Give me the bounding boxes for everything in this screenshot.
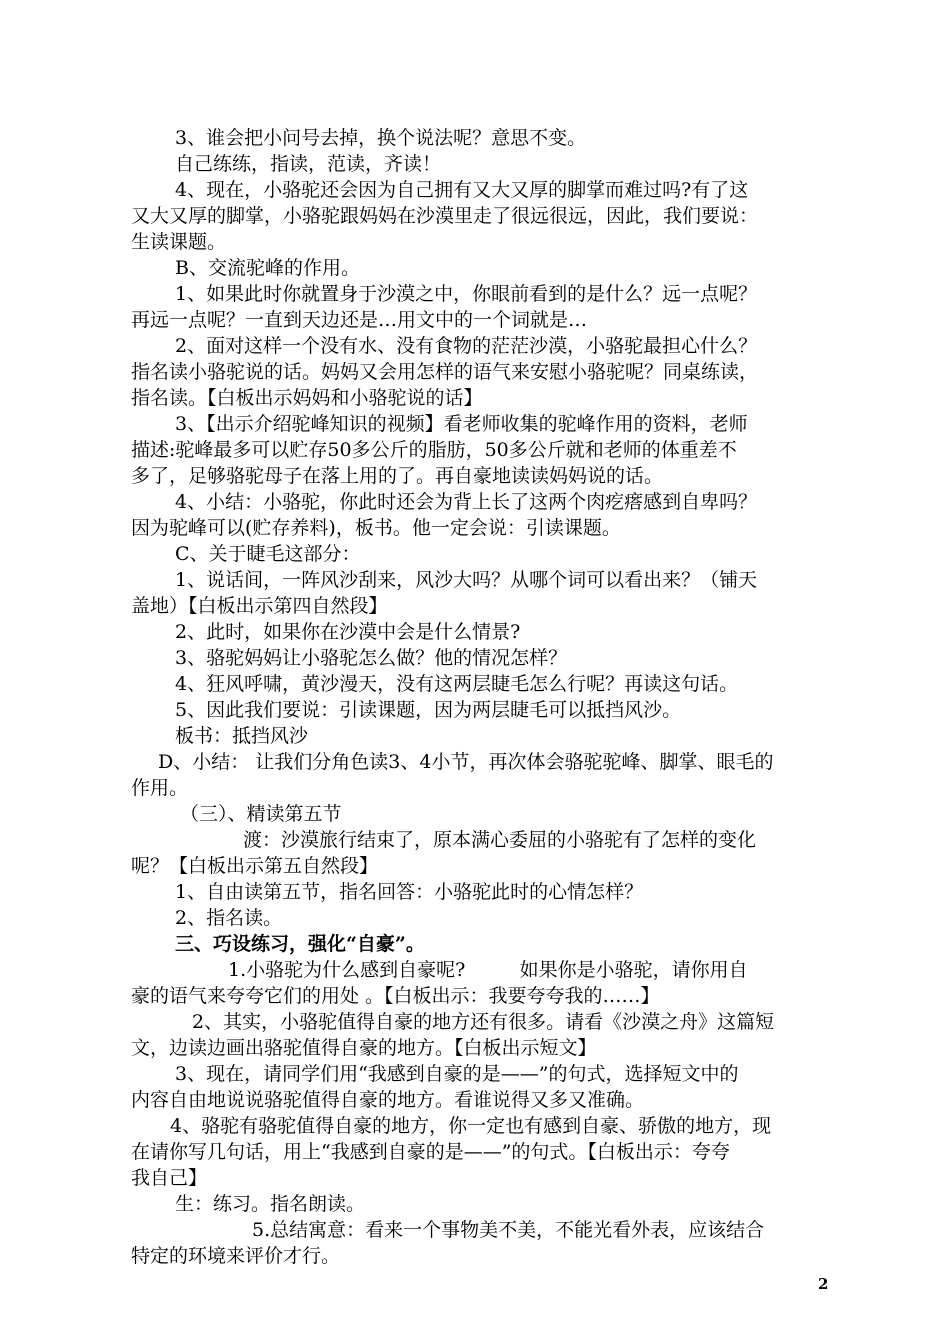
text-line: 特定的环境来评价才行。 (131, 1245, 341, 1267)
text-line: 1.小骆驼为什么感到自豪呢? 如果你是小骆驼，请你用自 (228, 959, 748, 981)
text-line: 豪的语气来夸夸它们的用处 。【白板出示：我要夸夸我的……】 (131, 985, 660, 1007)
text-line: 描述:驼峰最多可以贮存50多公斤的脂肪，50多公斤就和老师的体重差不 (131, 439, 737, 461)
text-line: 4、现在，小骆驼还会因为自己拥有又大又厚的脚掌而难过吗?有了这 (175, 179, 749, 201)
text-line: 1、如果此时你就置身于沙漠之中，你眼前看到的是什么？远一点呢？ (175, 283, 758, 305)
text-line: 作用。 (131, 777, 189, 799)
text-line: B、交流驼峰的作用。 (175, 257, 360, 279)
text-line: 3、【出示介绍驼峰知识的视频】看老师收集的驼峰作用的资料，老师 (175, 413, 748, 435)
text-line: 我自己】 (131, 1167, 208, 1189)
text-line: 内容自由地说说骆驼值得自豪的地方。看谁说得又多又准确。 (131, 1089, 645, 1111)
text-line: 呢？【白板出示第五自然段】 (131, 855, 379, 877)
text-line: 1、自由读第五节，指名回答：小骆驼此时的心情怎样？ (175, 881, 644, 903)
page-number: 2 (818, 1275, 829, 1293)
text-line: C、关于睫毛这部分： (175, 543, 361, 565)
text-line: 多了，足够骆驼母子在落上用的了。再自豪地读读妈妈说的话。 (131, 465, 664, 487)
text-line: 文，边读边画出骆驼值得自豪的地方。【白板出示短文】 (131, 1037, 597, 1059)
text-line: 又大又厚的脚掌，小骆驼跟妈妈在沙漠里走了很远很远，因此，我们要说： (131, 205, 759, 227)
text-line: 4、狂风呼啸，黄沙漫天，没有这两层睫毛怎么行呢？再读这句话。 (175, 673, 739, 695)
text-line: 4、骆驼有骆驼值得自豪的地方，你一定也有感到自豪、骄傲的地方，现 (170, 1115, 772, 1137)
section-heading: （三）、精读第五节 (180, 803, 342, 825)
text-line: D、小结： 让我们分角色读3、4小节，再次体会骆驼驼峰、脚掌、眼毛的 (158, 751, 774, 773)
text-line: 再远一点呢？一直到天边还是…用文中的一个词就是… (131, 309, 588, 331)
text-line: 5、因此我们要说：引读课题，因为两层睫毛可以抵挡风沙。 (175, 699, 682, 721)
text-line: 3、骆驼妈妈让小骆驼怎么做？他的情况怎样？ (175, 647, 568, 669)
text-line: 3、现在，请同学们用“我感到自豪的是——”的句式，选择短文中的 (175, 1063, 739, 1085)
text-line: 2、此时，如果你在沙漠中会是什么情景? (175, 621, 521, 643)
text-line: 2、其实，小骆驼值得自豪的地方还有很多。请看《沙漠之舟》这篇短 (192, 1011, 775, 1033)
text-line: 因为驼峰可以(贮存养料)，板书。他一定会说：引读课题。 (131, 517, 621, 539)
text-line: 板书：抵挡风沙 (175, 725, 309, 747)
text-line: 2、面对这样一个没有水、没有食物的茫茫沙漠，小骆驼最担心什么？ (175, 335, 758, 357)
text-line: 渡：沙漠旅行结束了，原本满心委屈的小骆驼有了怎样的变化 (243, 829, 757, 851)
text-line: 盖地）【白板出示第四自然段】 (131, 595, 388, 617)
section-heading: 三、巧设练习，强化“自豪”。 (175, 933, 425, 955)
text-line: 5.总结寓意：看来一个事物美不美，不能光看外表，应该结合 (252, 1219, 765, 1241)
text-line: 生读课题。 (131, 231, 227, 253)
text-line: 自己练练，指读，范读，齐读！ (175, 153, 442, 175)
text-line: 指名读。【白板出示妈妈和小骆驼说的话】 (131, 387, 483, 409)
text-line: 2、指名读。 (175, 907, 283, 929)
text-line: 3、谁会把小问号去掉，换个说法呢？意思不变。 (175, 127, 587, 149)
text-line: 4、小结：小骆驼，你此时还会为背上长了这两个肉疙瘩感到自卑吗？ (175, 491, 758, 513)
text-line: 1、说话间，一阵风沙刮来，风沙大吗？从哪个词可以看出来？（铺天 (175, 569, 758, 591)
text-line: 指名读小骆驼说的话。妈妈又会用怎样的语气来安慰小骆驼呢？同桌练读， (131, 361, 759, 383)
text-line: 在请你写几句话，用上“我感到自豪的是——”的句式。【白板出示：夸夸 (131, 1141, 730, 1163)
text-line: 生：练习。指名朗读。 (175, 1193, 366, 1215)
